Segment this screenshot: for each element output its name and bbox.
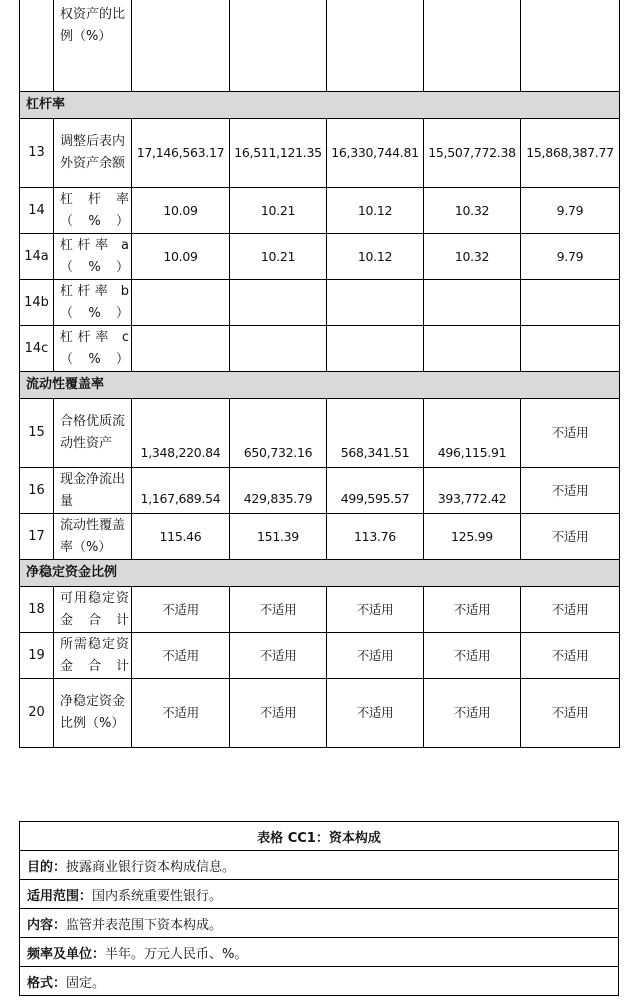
- value-cell: 不适用: [132, 679, 230, 748]
- value-cell: 9.79: [521, 188, 620, 234]
- key-metrics-table: [19, 0, 620, 748]
- row-number: 14a: [20, 234, 54, 280]
- value-cell: [230, 326, 327, 372]
- value-cell: 不适用: [521, 587, 620, 633]
- value-cell: 不适用: [327, 679, 424, 748]
- section-header-row: [20, 560, 620, 587]
- table-row: [20, 909, 619, 938]
- value-cell: 113.76: [327, 514, 424, 560]
- value-cell: [327, 0, 424, 92]
- value-cell: 不适用: [424, 633, 521, 679]
- table-row: [20, 188, 620, 234]
- row-number: 20: [20, 679, 54, 748]
- value-cell: 16,511,121.35: [230, 119, 327, 188]
- value-cell: 不适用: [521, 633, 620, 679]
- section-title-lcr: 流动性覆盖率: [20, 372, 620, 399]
- scope-label: 适用范围：: [27, 888, 93, 904]
- row-number: 14: [20, 188, 54, 234]
- value-cell: 125.99: [424, 514, 521, 560]
- value-cell: 不适用: [521, 679, 620, 748]
- value-cell: 不适用: [521, 468, 620, 514]
- row-number: 19: [20, 633, 54, 679]
- row-number: 17: [20, 514, 54, 560]
- value-cell: [132, 326, 230, 372]
- table-row: [20, 326, 620, 372]
- row-number: 16: [20, 468, 54, 514]
- purpose-label: 目的：: [27, 859, 67, 875]
- row-number: 15: [20, 399, 54, 468]
- table-row: [20, 967, 619, 996]
- row-item-label: 流动性覆盖率（%）: [54, 514, 132, 560]
- section-header-row: [20, 372, 620, 399]
- value-cell: 10.32: [424, 188, 521, 234]
- value-cell: 15,507,772.38: [424, 119, 521, 188]
- cc1-table-title: 表格 CC1：资本构成: [20, 822, 619, 851]
- value-cell: [424, 0, 521, 92]
- table-row: [20, 234, 620, 280]
- value-cell: 429,835.79: [230, 468, 327, 514]
- row-number: [20, 0, 54, 92]
- cc1-description-table: [19, 821, 619, 996]
- value-cell: 1,348,220.84: [132, 399, 230, 468]
- content-label: 内容：: [27, 917, 67, 933]
- value-cell: 10.21: [230, 234, 327, 280]
- value-cell: 568,341.51: [327, 399, 424, 468]
- value-cell: 不适用: [424, 679, 521, 748]
- table-row: [20, 880, 619, 909]
- value-cell: 499,595.57: [327, 468, 424, 514]
- value-cell: 393,772.42: [424, 468, 521, 514]
- section-title-nsfr: 净稳定资金比例: [20, 560, 620, 587]
- value-cell: [521, 280, 620, 326]
- value-cell: [327, 280, 424, 326]
- row-item-label: 杠杆率 a（%）: [54, 234, 132, 280]
- purpose-text: 披露商业银行资本构成信息。: [66, 859, 236, 875]
- value-cell: 10.21: [230, 188, 327, 234]
- row-number: 14b: [20, 280, 54, 326]
- value-cell: [132, 0, 230, 92]
- value-cell: 不适用: [230, 587, 327, 633]
- row-item-label: 现金净流出量: [54, 468, 132, 514]
- value-cell: 10.09: [132, 234, 230, 280]
- value-cell: 不适用: [132, 587, 230, 633]
- value-cell: 15,868,387.77: [521, 119, 620, 188]
- value-cell: 17,146,563.17: [132, 119, 230, 188]
- value-cell: 不适用: [424, 587, 521, 633]
- row-item-label: 合格优质流动性资产: [54, 399, 132, 468]
- row-item-label: 杠杆率 b（%）: [54, 280, 132, 326]
- value-cell: 151.39: [230, 514, 327, 560]
- frequency-label: 频率及单位：: [27, 946, 106, 962]
- table-row: [20, 0, 620, 92]
- cc1-scope: [20, 880, 619, 909]
- format-text: 固定。: [66, 975, 106, 991]
- value-cell: [327, 326, 424, 372]
- table-row: [20, 938, 619, 967]
- row-item-label: 权资产的比例（%）: [54, 0, 132, 92]
- value-cell: 不适用: [230, 679, 327, 748]
- table-row: [20, 587, 620, 633]
- row-item-label: 杠杆率（%）: [54, 188, 132, 234]
- section-header-row: [20, 92, 620, 119]
- table-row: [20, 280, 620, 326]
- value-cell: [521, 326, 620, 372]
- value-cell: [132, 280, 230, 326]
- cc1-frequency: [20, 938, 619, 967]
- row-item-label: 可用稳定资金合计: [54, 587, 132, 633]
- content-text: 监管并表范围下资本构成。: [66, 917, 223, 933]
- value-cell: 不适用: [521, 514, 620, 560]
- table-row: [20, 399, 620, 468]
- table-row: [20, 514, 620, 560]
- value-cell: 10.09: [132, 188, 230, 234]
- value-cell: [424, 280, 521, 326]
- format-label: 格式：: [27, 975, 67, 991]
- table-row: [20, 119, 620, 188]
- value-cell: 496,115.91: [424, 399, 521, 468]
- value-cell: 650,732.16: [230, 399, 327, 468]
- row-item-label: 调整后表内外资产余额: [54, 119, 132, 188]
- frequency-text: 半年。万元人民币、%。: [105, 946, 248, 962]
- value-cell: [424, 326, 521, 372]
- row-number: 13: [20, 119, 54, 188]
- value-cell: [521, 0, 620, 92]
- value-cell: 不适用: [327, 633, 424, 679]
- value-cell: [230, 280, 327, 326]
- value-cell: 10.12: [327, 234, 424, 280]
- value-cell: 10.12: [327, 188, 424, 234]
- scope-text: 国内系统重要性银行。: [92, 888, 223, 904]
- table-row: [20, 633, 620, 679]
- value-cell: 不适用: [521, 399, 620, 468]
- value-cell: 1,167,689.54: [132, 468, 230, 514]
- row-number: 18: [20, 587, 54, 633]
- value-cell: 115.46: [132, 514, 230, 560]
- row-item-label: 净稳定资金比例（%）: [54, 679, 132, 748]
- value-cell: 不适用: [132, 633, 230, 679]
- table-row: [20, 851, 619, 880]
- table-row: [20, 679, 620, 748]
- row-number: 14c: [20, 326, 54, 372]
- table-row: [20, 822, 619, 851]
- value-cell: 不适用: [327, 587, 424, 633]
- cc1-format: [20, 967, 619, 996]
- cc1-purpose: [20, 851, 619, 880]
- value-cell: 不适用: [230, 633, 327, 679]
- table-row: [20, 468, 620, 514]
- value-cell: [230, 0, 327, 92]
- row-item-label: 杠杆率 c（%）: [54, 326, 132, 372]
- value-cell: 9.79: [521, 234, 620, 280]
- section-title-leverage: 杠杆率: [20, 92, 620, 119]
- cc1-content: [20, 909, 619, 938]
- row-item-label: 所需稳定资金合计: [54, 633, 132, 679]
- value-cell: 16,330,744.81: [327, 119, 424, 188]
- value-cell: 10.32: [424, 234, 521, 280]
